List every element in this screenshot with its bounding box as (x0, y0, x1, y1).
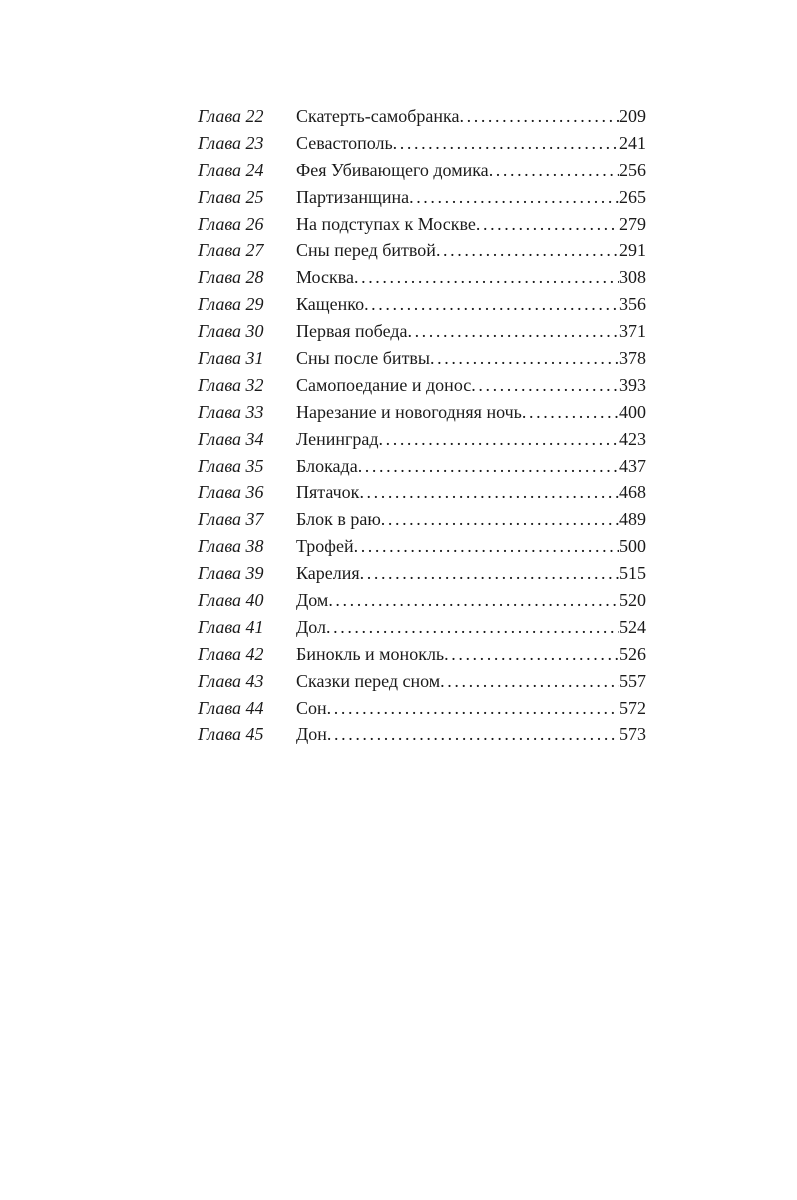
table-of-contents (198, 103, 646, 748)
dot-leader (381, 506, 619, 533)
chapter-number: Глава 42 (198, 643, 264, 664)
chapter-number: Глава 39 (198, 563, 264, 584)
chapter-title: Севастополь (296, 132, 393, 153)
toc-entry (198, 399, 646, 426)
title-with-leader (296, 668, 619, 695)
chapter-number: Глава 36 (198, 482, 264, 503)
chapter-title: Сны перед битвой (296, 240, 436, 261)
chapter-number: Глава 22 (198, 106, 264, 126)
title-with-leader (296, 157, 619, 184)
chapter-title: На подступах к Москве (296, 213, 476, 234)
title-with-leader (296, 184, 619, 211)
chapter-title: Бинокль и монокль (296, 643, 445, 664)
toc-entry (198, 237, 646, 264)
toc-entry (198, 211, 646, 238)
chapter-title: Блок в раю (296, 509, 381, 530)
dot-leader (359, 479, 619, 506)
dot-leader (409, 184, 619, 211)
title-with-leader (296, 479, 619, 506)
title-with-leader (296, 721, 619, 748)
chapter-number: Глава 37 (198, 509, 264, 530)
page-number: 279 (619, 213, 646, 234)
chapter-number: Глава 43 (198, 670, 264, 691)
page-number: 400 (619, 401, 646, 422)
chapter-title: Дол (296, 616, 327, 637)
title-with-leader (296, 695, 619, 722)
chapter-title: Сон (296, 697, 327, 718)
toc-entry (198, 479, 646, 506)
title-with-leader (296, 399, 619, 426)
chapter-title: Дом (296, 590, 329, 611)
toc-entry (198, 695, 646, 722)
chapter-number: Глава 35 (198, 455, 264, 476)
chapter-number: Глава 33 (198, 401, 264, 422)
dot-leader (326, 614, 619, 641)
page-number: 468 (619, 482, 646, 503)
chapter-title: Фея Убивающего домика (296, 159, 489, 180)
title-with-leader (296, 372, 619, 399)
toc-entry (198, 372, 646, 399)
title-with-leader (296, 103, 619, 130)
page-number: 378 (619, 348, 646, 369)
page-number: 500 (619, 536, 646, 557)
page-number: 489 (619, 509, 646, 530)
page-number: 573 (619, 724, 646, 745)
chapter-title: Сны после битвы (296, 348, 431, 369)
dot-leader (436, 237, 619, 264)
chapter-number: Глава 25 (198, 186, 264, 207)
title-with-leader (296, 614, 619, 641)
page-number: 515 (619, 563, 646, 584)
toc-entry (198, 453, 646, 480)
toc-entry (198, 345, 646, 372)
page-number: 308 (619, 267, 646, 288)
chapter-title: Самопоедание и донос (296, 374, 472, 395)
chapter-number: Глава 40 (198, 590, 264, 611)
dot-leader (407, 318, 619, 345)
toc-entry (198, 426, 646, 453)
chapter-number: Глава 32 (198, 374, 264, 395)
chapter-title: Сказки перед сном (296, 670, 441, 691)
page-number: 393 (619, 374, 646, 395)
dot-leader (364, 291, 619, 318)
toc-entry (198, 103, 646, 130)
title-with-leader (296, 345, 619, 372)
chapter-title: Скатерть-самобранка (296, 106, 460, 126)
title-with-leader (296, 453, 619, 480)
chapter-title: Блокада (296, 455, 358, 476)
dot-leader (393, 130, 619, 157)
toc-entry (198, 721, 646, 748)
chapter-number: Глава 41 (198, 616, 264, 637)
chapter-number: Глава 23 (198, 132, 264, 153)
page-number: 524 (619, 616, 646, 637)
chapter-title: Нарезание и новогодняя ночь (296, 401, 522, 422)
dot-leader (460, 103, 619, 130)
title-with-leader (296, 211, 619, 238)
toc-entry (198, 264, 646, 291)
title-with-leader (296, 291, 619, 318)
chapter-number: Глава 28 (198, 267, 264, 288)
toc-entry (198, 641, 646, 668)
dot-leader (430, 345, 619, 372)
dot-leader (489, 157, 619, 184)
dot-leader (379, 426, 619, 453)
page-number: 371 (619, 321, 646, 342)
toc-entry (198, 614, 646, 641)
title-with-leader (296, 426, 619, 453)
title-with-leader (296, 130, 619, 157)
chapter-title: Трофей (296, 536, 354, 557)
dot-leader (471, 372, 619, 399)
title-with-leader (296, 560, 619, 587)
title-with-leader (296, 533, 619, 560)
title-with-leader (296, 237, 619, 264)
dot-leader (354, 533, 619, 560)
toc-entry (198, 560, 646, 587)
chapter-title: Дон (296, 724, 327, 745)
page-number: 526 (619, 643, 646, 664)
page-number: 291 (619, 240, 646, 261)
chapter-number: Глава 24 (198, 159, 264, 180)
toc-entry (198, 587, 646, 614)
chapter-title: Кащенко (296, 294, 365, 315)
page-number: 209 (619, 106, 646, 126)
page-number: 241 (619, 132, 646, 153)
chapter-title: Пятачок (296, 482, 360, 503)
page-number: 520 (619, 590, 646, 611)
toc-entry (198, 184, 646, 211)
toc-entry (198, 506, 646, 533)
toc-entry (198, 668, 646, 695)
chapter-number: Глава 31 (198, 348, 264, 369)
title-with-leader (296, 318, 619, 345)
chapter-title: Первая победа (296, 321, 408, 342)
dot-leader (522, 399, 619, 426)
page-number: 423 (619, 428, 646, 449)
dot-leader (327, 721, 619, 748)
toc-entry (198, 157, 646, 184)
title-with-leader (296, 506, 619, 533)
chapter-number: Глава 34 (198, 428, 264, 449)
dot-leader (440, 668, 619, 695)
page-number: 572 (619, 697, 646, 718)
page-number: 437 (619, 455, 646, 476)
page-number: 356 (619, 294, 646, 315)
toc-entry (198, 130, 646, 157)
chapter-title: Партизанщина (296, 186, 410, 207)
chapter-number: Глава 45 (198, 724, 264, 745)
title-with-leader (296, 264, 619, 291)
chapter-number: Глава 38 (198, 536, 264, 557)
page-number: 557 (619, 670, 646, 691)
dot-leader (328, 587, 619, 614)
dot-leader (358, 453, 619, 480)
dot-leader (327, 695, 619, 722)
title-with-leader (296, 641, 619, 668)
toc-entry (198, 318, 646, 345)
chapter-number: Глава 26 (198, 213, 264, 234)
dot-leader (444, 641, 619, 668)
chapter-number: Глава 27 (198, 240, 264, 261)
dot-leader (354, 264, 619, 291)
chapter-number: Глава 29 (198, 294, 264, 315)
dot-leader (360, 560, 619, 587)
toc-entry (198, 533, 646, 560)
chapter-title: Москва (296, 267, 354, 288)
page-number: 265 (619, 186, 646, 207)
toc-entry (198, 291, 646, 318)
chapter-number: Глава 44 (198, 697, 264, 718)
chapter-title: Карелия (296, 563, 360, 584)
chapter-number: Глава 30 (198, 321, 264, 342)
page-number: 256 (619, 159, 646, 180)
title-with-leader (296, 587, 619, 614)
dot-leader (476, 211, 619, 238)
chapter-title: Ленинград (296, 428, 379, 449)
